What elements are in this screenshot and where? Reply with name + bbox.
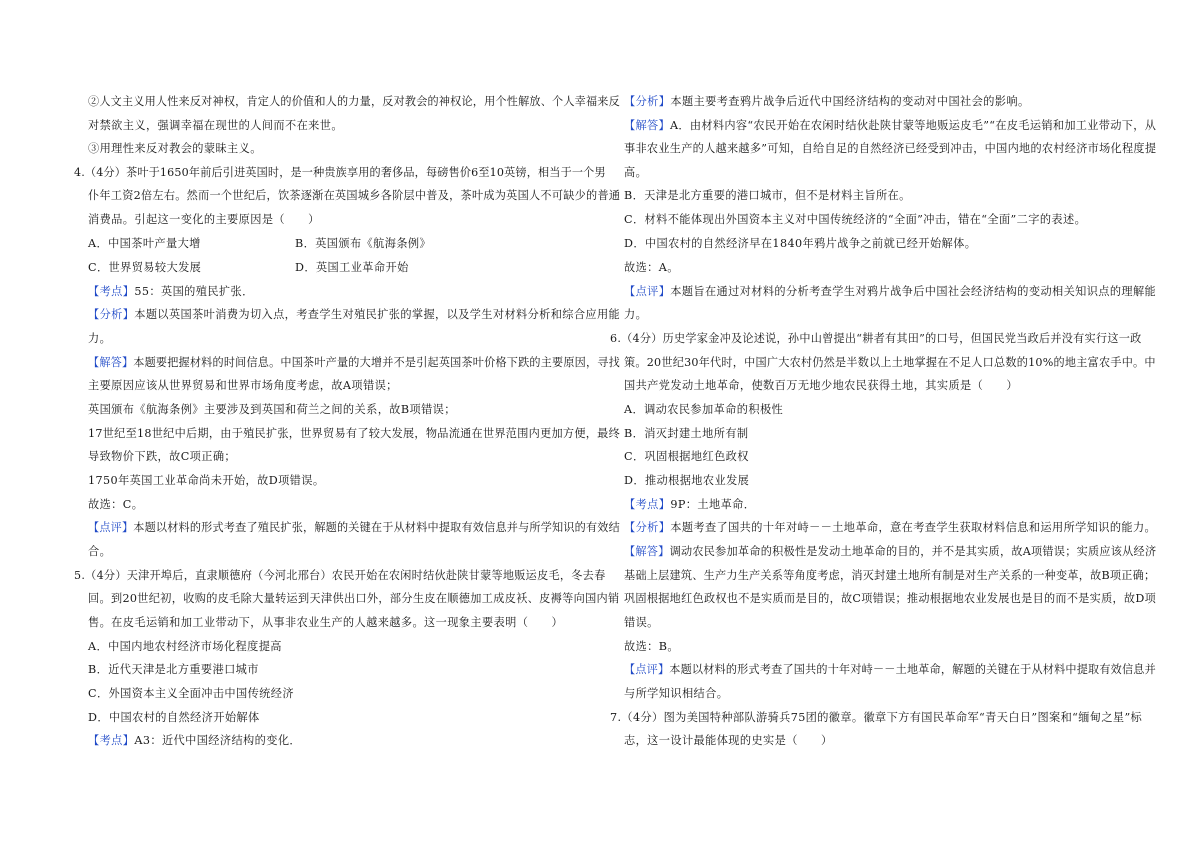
fenxi-line — [624, 520, 1156, 536]
jieda-tag: 【解答】 — [624, 545, 670, 558]
text-line: 志，这一设计最能体现的史实是（ ） — [624, 734, 833, 747]
jieda-text: A．由材料内容“农民开始在农闲时结伙赴陕甘蒙等地贩运皮毛”“在皮毛运销和加工业带动下，从 — [669, 119, 1157, 132]
text-line: 消费品。引起这一变化的主要原因是（ ） — [88, 213, 320, 226]
kaodian-tag: 【考点】 — [624, 498, 671, 511]
kaodian-tag: 【考点】 — [88, 285, 135, 298]
dianping-line — [624, 662, 1156, 678]
text-line: 巩固根据地红色政权也不是实质而是目的，故C项错误；推动根据地农业发展也是目的而不是实质，故D项 — [624, 592, 1157, 605]
option-a: A．中国茶叶产量大增 — [88, 237, 201, 250]
text-line: 力。 — [624, 308, 648, 321]
jieda-text: 本题要把握材料的时间信息。中国茶叶产量的大增并不是引起英国茶叶价格下跌的主要原因，寻找 — [133, 356, 620, 369]
kaodian-tag: 【考点】 — [88, 734, 135, 747]
text-line: 售。在皮毛运销和加工业带动下，从事非农业生产的人越来越多。这一现象主要表明（ ） — [88, 616, 564, 629]
kaodian-text: 55：英国的殖民扩张． — [134, 285, 254, 298]
dianping-tag: 【点评】 — [624, 663, 670, 676]
dianping-tag: 【点评】 — [88, 521, 134, 534]
question-6-stem: 6.（4分）历史学家金冲及论述说，孙中山曾提出“耕者有其田”的口号，但国民党当政后并没有实行这一政 — [610, 332, 1142, 345]
kaodian-text: 9P：土地革命． — [670, 498, 756, 511]
question-7-stem: 7.（4分）图为美国特种部队游骑兵75团的徽章。徽章下方有国民革命军“青天白日”图案和“缅甸之星”标 — [610, 711, 1143, 724]
fenxi-tag: 【分析】 — [88, 308, 135, 321]
option-b: B．消灭封建土地所有制 — [624, 427, 749, 440]
option-c: C．外国资本主义全面冲击中国传统经济 — [88, 687, 294, 700]
text-line: 合。 — [88, 545, 112, 558]
option-c: C．巩固根据地红色政权 — [624, 450, 749, 463]
kaodian-line — [88, 733, 301, 749]
fenxi-text: 本题以英国茶叶消费为切入点，考查学生对殖民扩张的掌握，以及学生对材料分析和综合应用能 — [134, 308, 621, 321]
text-line: 主要原因应该从世界贸易和世界市场角度考虑，故A项错误； — [88, 379, 398, 392]
text-line: 力。 — [88, 332, 112, 345]
text-line: 17世纪至18世纪中后期，由于殖民扩张，世界贸易有了较大发展，物品流通在世界范围内更加方便，最终 — [88, 427, 621, 440]
jieda-line — [624, 118, 1156, 134]
text-line: D．中国农村的自然经济早在1840年鸦片战争之前就已经开始解体。 — [624, 237, 977, 250]
dianping-line — [624, 284, 1156, 300]
kaodian-line — [624, 497, 755, 513]
text-line: 与所学知识相结合。 — [624, 687, 729, 700]
text-line: 国共产党发动土地革命，使数百万无地少地农民获得土地，其实质是（ ） — [624, 379, 1018, 392]
kaodian-text: A3：近代中国经济结构的变化． — [134, 734, 301, 747]
fenxi-tag: 【分析】 — [624, 95, 671, 108]
answer-line: 故选：A。 — [624, 261, 679, 274]
option-d: D．中国农村的自然经济开始解体 — [88, 711, 260, 724]
dianping-tag: 【点评】 — [624, 285, 671, 298]
question-5-stem: 5.（4分）天津开埠后，直隶顺德府（今河北邢台）农民开始在农闲时结伙赴陕甘蒙等地贩运皮毛，冬去春 — [74, 569, 606, 582]
option-d: D．推动根据地农业发展 — [624, 474, 750, 487]
option-a: A．调动农民参加革命的积极性 — [624, 403, 784, 416]
fenxi-line — [88, 307, 620, 323]
option-d: D．英国工业革命开始 — [295, 261, 409, 274]
text-line: 1750年英国工业革命尚未开始，故D项错误。 — [88, 474, 325, 487]
jieda-tag: 【解答】 — [624, 119, 670, 132]
answer-line: 故选：B。 — [624, 640, 679, 653]
jieda-line — [624, 544, 1156, 560]
text-line: 策。20世纪30年代时，中国广大农村仍然是半数以上土地掌握在不足人口总数的10%的地主富农手中。中 — [624, 356, 1156, 369]
text-line: 英国颁布《航海条例》主要涉及到英国和荷兰之间的关系，故B项错误； — [88, 403, 456, 416]
answer-line: 故选：C。 — [88, 498, 144, 511]
dianping-text: 本题以材料的形式考查了国共的十年对峙－－土地革命，解题的关键在于从材料中提取有效信息并 — [669, 663, 1156, 676]
dianping-text: 本题以材料的形式考查了殖民扩张，解题的关键在于从材料中提取有效信息并与所学知识的有效结 — [133, 521, 620, 534]
text-line: 仆年工资2倍左右。然而一个世纪后，饮茶逐渐在英国城乡各阶层中普及，茶叶成为英国人不可缺少的普通 — [88, 189, 621, 202]
fenxi-text: 本题考查了国共的十年对峙－－土地革命，意在考查学生获取材料信息和运用所学知识的能力。 — [670, 521, 1157, 534]
text-line: 事非农业生产的人越来越多”可知，自给自足的自然经济已经受到冲击，中国内地的农村经济市场化程度提 — [624, 142, 1157, 155]
jieda-text: 调动农民参加革命的积极性是发动土地革命的目的，并不是其实质，故A项错误；实质应该从经济 — [669, 545, 1157, 558]
text-line: 对禁欲主义，强调幸福在现世的人间而不在来世。 — [88, 119, 343, 132]
text-line: 回。到20世纪初，收购的皮毛除大量转运到天津供出口外，部分生皮在顺德加工成皮袄、皮褥等向国内销 — [88, 592, 620, 605]
text-line: 高。 — [624, 166, 648, 179]
jieda-line — [88, 355, 620, 371]
text-line: ③用理性来反对教会的蒙昧主义。 — [88, 142, 262, 155]
dianping-text: 本题旨在通过对材料的分析考查学生对鸦片战争后中国社会经济结构的变动相关知识点的理解能 — [670, 285, 1157, 298]
option-c: C．世界贸易较大发展 — [88, 261, 202, 274]
jieda-tag: 【解答】 — [88, 356, 134, 369]
kaodian-line — [88, 284, 254, 300]
text-line: 基础上层建筑、生产力生产关系等角度考虑，消灭封建土地所有制是对生产关系的一种变革，故B项正确； — [624, 569, 1156, 582]
option-b: B．英国颁布《航海条例》 — [295, 237, 432, 250]
fenxi-text: 本题主要考查鸦片战争后近代中国经济结构的变动对中国社会的影响。 — [670, 95, 1030, 108]
fenxi-line — [624, 94, 1030, 110]
fenxi-tag: 【分析】 — [624, 521, 671, 534]
option-b: B．近代天津是北方重要港口城市 — [88, 663, 259, 676]
text-line: 导致物价下跌，故C项正确； — [88, 450, 237, 463]
text-line: ②人文主义用人性来反对神权，肯定人的价值和人的力量，反对教会的神权论，用个性解放、个人幸福来反 — [88, 95, 620, 108]
question-4-stem: 4.（4分）茶叶于1650年前后引进英国时，是一种贵族享用的奢侈品，每磅售价6至10英镑，相当于一个男 — [74, 166, 606, 179]
text-line: C．材料不能体现出外国资本主义对中国传统经济的“全面”冲击，错在“全面”二字的表述。 — [624, 213, 1087, 226]
text-line: 错误。 — [624, 616, 659, 629]
text-line: B．天津是北方重要的港口城市，但不是材料主旨所在。 — [624, 189, 911, 202]
option-a: A．中国内地农村经济市场化程度提高 — [88, 640, 282, 653]
dianping-line — [88, 520, 620, 536]
